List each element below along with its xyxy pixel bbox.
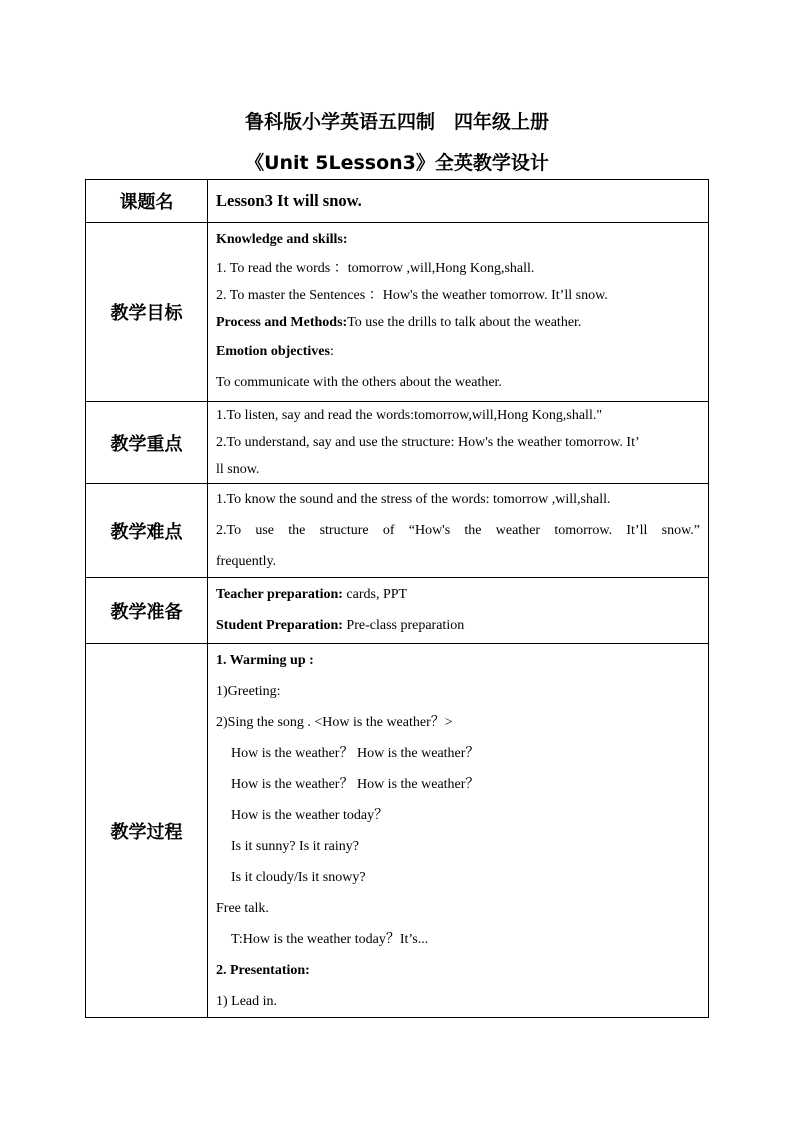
- free-talk-line: Free talk.: [216, 901, 269, 916]
- lesson-plan-table: [85, 179, 709, 1018]
- key-point-line-3: ll snow.: [216, 462, 260, 477]
- objective-line-2: 2. To master the Sentences ：How's the weather tomorrow. It’ll snow.: [216, 288, 608, 303]
- greeting-line: 1)Greeting:: [216, 684, 281, 699]
- lead-in-line: 1) Lead in.: [216, 994, 278, 1009]
- document-title: 鲁科版小学英语五四制 四年级上册: [244, 111, 549, 133]
- topic-value-cell: [208, 180, 709, 223]
- table-row-key-points: [86, 402, 709, 484]
- document-subtitle: 《Unit 5Lesson3》全英教学设计: [245, 152, 549, 174]
- objective-line-1: 1. To read the words ：tomorrow ,will,Hong Kong,shall.: [216, 261, 535, 276]
- preparation-content: [208, 578, 709, 644]
- key-points-content: [208, 402, 709, 484]
- row-label-key-points: 教学重点: [86, 402, 208, 484]
- song-line-4: Is it sunny? Is it rainy?: [231, 839, 359, 854]
- objectives-content: [208, 223, 709, 402]
- process-methods-label: Process and Methods:: [216, 315, 348, 330]
- free-talk-dialogue: T:How is the weather today？It’s...: [231, 932, 429, 947]
- key-point-line-1: 1.To listen, say and read the words:tomorrow,will,Hong Kong,shall.": [216, 408, 603, 423]
- row-label-objectives: 教学目标: [86, 223, 208, 402]
- process-methods-line: [216, 309, 700, 336]
- song-line-5: Is it cloudy/Is it snowy?: [231, 870, 366, 885]
- table-row-preparation: [86, 578, 709, 644]
- teacher-preparation-line: [216, 579, 700, 610]
- emotion-text: To communicate with the others about the weather.: [216, 375, 502, 390]
- teacher-preparation-text: cards, PPT: [342, 587, 408, 602]
- difficulty-line-3: frequently.: [216, 554, 277, 569]
- difficulty-line-1: 1.To know the sound and the stress of the words: tomorrow ,will,shall.: [216, 492, 611, 507]
- row-label-process: 教学过程: [86, 644, 208, 1018]
- knowledge-heading: Knowledge and skills:: [216, 232, 348, 247]
- key-point-line-2: 2.To understand, say and use the structure: How's the weather tomorrow. It’: [216, 435, 640, 450]
- song-line-1: How is the weather？ How is the weather？: [231, 746, 480, 761]
- emotion-heading-line: [216, 336, 700, 367]
- presentation-heading: 2. Presentation:: [216, 963, 310, 978]
- difficulties-content: [208, 484, 709, 578]
- warming-up-heading: 1. Warming up :: [216, 653, 314, 668]
- lesson-title: Lesson3 It will snow.: [216, 191, 362, 210]
- student-preparation-line: [216, 610, 700, 641]
- row-label-preparation: 教学准备: [86, 578, 208, 644]
- table-row-objectives: [86, 223, 709, 402]
- song-line-3: How is the weather today？: [231, 808, 389, 823]
- process-content: [208, 644, 709, 1018]
- process-methods-text: To use the drills to talk about the weather.: [347, 315, 582, 330]
- difficulty-line-2: 2.To use the structure of “How's the weather tomorrow. It’ll snow.”: [216, 523, 700, 538]
- song-line-2: How is the weather？ How is the weather？: [231, 777, 480, 792]
- row-label-difficulties: 教学难点: [86, 484, 208, 578]
- table-row-difficulties: [86, 484, 709, 578]
- table-row-process: [86, 644, 709, 1018]
- sing-song-line: 2)Sing the song . <How is the weather？>: [216, 715, 453, 730]
- emotion-heading: Emotion objectives: [216, 344, 330, 359]
- row-label-topic: 课题名: [86, 180, 208, 223]
- table-row-topic: [86, 180, 709, 223]
- student-preparation-text: Pre-class preparation: [342, 618, 465, 633]
- emotion-colon: :: [329, 344, 334, 359]
- teacher-preparation-label: Teacher preparation:: [216, 587, 343, 602]
- student-preparation-label: Student Preparation:: [216, 618, 343, 633]
